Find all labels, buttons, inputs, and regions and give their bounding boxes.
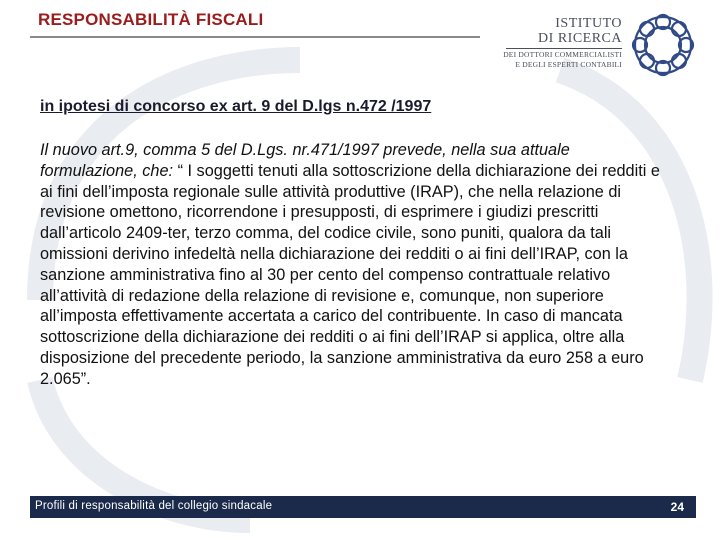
footer-label: Profili di responsabilità del collegio sindacale — [35, 500, 273, 512]
page-number: 24 — [670, 500, 684, 514]
page-title: RESPONSABILITÀ FISCALI — [38, 10, 264, 29]
body-paragraph — [40, 140, 670, 390]
institute-logo — [498, 16, 698, 76]
footer-bar — [30, 496, 696, 518]
body-quote: “ I soggetti tenuti alla sottoscrizione della dichiarazione dei redditi e ai fini dell’imposta regionale sulle attività produttive (IRAP), che nella relazione di revisione omettono, ricorrendone i presupposti, di esprimere i giudizi prescritti dall’articolo 2409-ter, terzo comma, del codice civile, sono puniti, qualora da tali omissioni derivino infedeltà nella dichiarazione dei redditi o ai fini dell’IRAP, con la sanzione amministrativa fino al 30 per cento del compenso contrattuale relativo all’attività di redazione della relazione di revisione e, comunque, non superiore all’imposta effettivamente accertata a carico del contribuente. In caso di mancata sottoscrizione della dichiarazione dei redditi o ai fini dell’IRAP si applica, oltre alla disposizione del precedente periodo, la sanzione amministrativa da euro 258 a euro 2.065”. — [40, 161, 660, 388]
institute-emblem-icon — [628, 10, 698, 80]
logo-line-2: DI RICERCA — [538, 31, 622, 46]
section-subtitle: in ipotesi di concorso ex art. 9 del D.lgs n.472 /1997 — [40, 98, 432, 115]
logo-text — [498, 16, 622, 70]
logo-line-1: ISTITUTO — [555, 16, 622, 31]
logo-line-3: DEI DOTTORI COMMERCIALISTI — [503, 50, 622, 59]
body-intro-italic: Il nuovo art.9, comma 5 del D.Lgs. nr.471/1997 prevede, nella sua attuale formulazione, che: — [40, 141, 570, 180]
title-divider — [30, 36, 480, 38]
logo-line-4: E DEGLI ESPERTI CONTABILI — [515, 60, 622, 69]
logo-divider — [506, 48, 622, 49]
